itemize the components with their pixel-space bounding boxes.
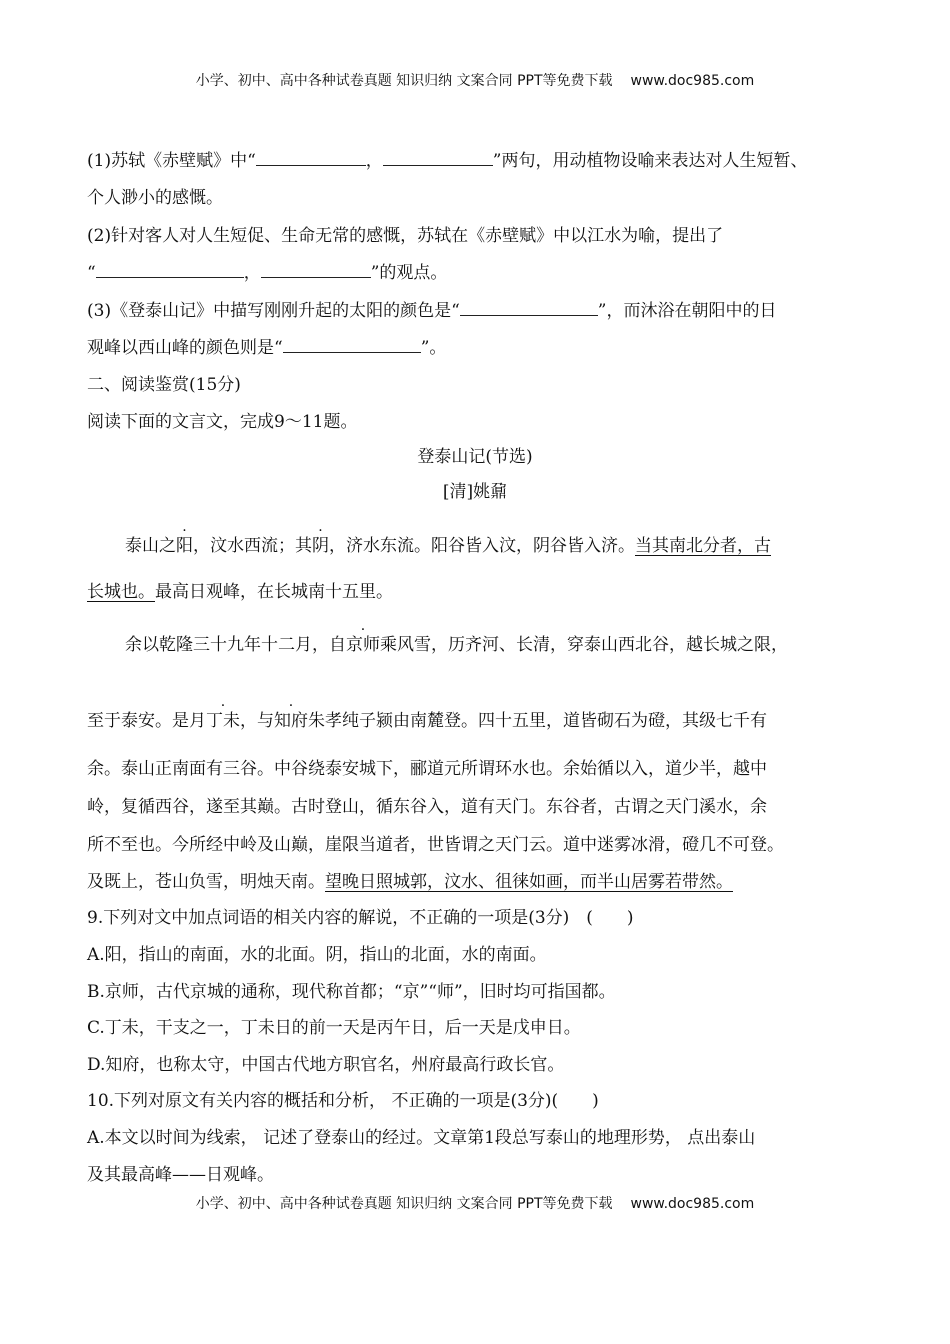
q9-option-c: C.丁未，干支之一，丁未日的前一天是丙午日，后一天是戊申日。 <box>87 1018 581 1038</box>
page-header <box>0 70 950 90</box>
dotted-word: 京师 <box>346 635 380 655</box>
q9-stem: 9.下列对文中加点词语的相关内容的解说，不正确的一项是(3分) ( ) <box>87 908 634 928</box>
passage-para2-line5: 所不至也。今所经中岭及山巅，崖限当道者，世皆谓之天门云。道中迷雾冰滑，磴几不可登。 <box>87 835 784 855</box>
footer-url[interactable]: www.doc985.com <box>630 1196 755 1212</box>
header-url[interactable]: www.doc985.com <box>630 73 755 89</box>
passage-para1-line2: 长城也。最高日观峰，在长城南十五里。 <box>87 582 393 602</box>
q8-line-2: 个人渺小的感慨。 <box>87 188 223 208</box>
underlined-sentence: 当其南北分者，古 <box>635 536 771 556</box>
passage-para2-line6: 及既上，苍山负雪，明烛天南。望晚日照城郭，汶水、徂徕如画，而半山居雾若带然。 <box>87 872 733 892</box>
passage-para2-line2: 至于泰安。是月丁未，与知府朱孝纯子颍由南麓登。四十五里，道皆砌石为磴，其级七千有 <box>87 711 767 731</box>
blank <box>256 151 366 166</box>
q8-line-5: (3)《登泰山记》中描写刚刚升起的太阳的颜色是“ ”，而沐浴在朝阳中的日 <box>87 301 777 321</box>
passage-para2-line1: 余以乾隆三十九年十二月，自京师乘风雪，历齐河、长清，穿泰山西北谷，越长城之限， <box>125 635 788 655</box>
q9-option-d: D.知府，也称太守，中国古代地方职官名，州府最高行政长官。 <box>87 1055 565 1075</box>
header-text: 小学、初中、高中各种试卷真题 知识归纳 文案合同 PPT等免费下载 <box>195 73 613 89</box>
dotted-word: 知府 <box>274 711 308 731</box>
q9-option-b: B.京师，古代京城的通称，现代称首都；“京”“师”，旧时均可指国都。 <box>87 982 616 1002</box>
blank <box>283 338 421 353</box>
blank <box>460 301 598 316</box>
q8-line-3: (2)针对客人对人生短促、生命无常的感慨，苏轼在《赤壁赋》中以江水为喻，提出了 <box>87 226 724 246</box>
q9-option-a: A.阳，指山的南面，水的北面。阴，指山的北面，水的南面。 <box>87 945 547 965</box>
q8-line-6: 观峰以西山峰的颜色则是“ ”。 <box>87 338 447 358</box>
underlined-sentence: 长城也。 <box>87 582 155 602</box>
passage-para1-line1: 泰山之阳，汶水西流；其阴，济水东流。阳谷皆入汶，阴谷皆入济。当其南北分者，古 <box>125 536 771 556</box>
blank <box>96 263 244 278</box>
dotted-word: 阳 <box>176 536 193 556</box>
page-footer <box>0 1193 950 1213</box>
underlined-sentence: 望晚日照城郭，汶水、徂徕如画，而半山居雾若带然。 <box>325 872 733 892</box>
q8-line-4: “ ， ”的观点。 <box>87 263 448 283</box>
dotted-word: 丁未 <box>206 711 240 731</box>
q10-option-a-line2: 及其最高峰——日观峰。 <box>87 1165 274 1185</box>
q10-stem: 10.下列对原文有关内容的概括和分析， 不正确的一项是(3分)( ) <box>87 1091 599 1111</box>
passage-para2-line3: 余。泰山正南面有三谷。中谷绕泰安城下，郦道元所谓环水也。余始循以入，道少半，越中 <box>87 759 767 779</box>
section-title: 二、阅读鉴赏(15分) <box>87 375 241 395</box>
blank <box>261 263 371 278</box>
q10-option-a-line1: A.本文以时间为线索， 记述了登泰山的经过。文章第1段总写泰山的地理形势， 点出泰山 <box>87 1128 756 1148</box>
passage-title: 登泰山记(节选) <box>417 447 533 467</box>
blank <box>383 151 493 166</box>
passage-author: [清]姚鼐 <box>442 482 508 502</box>
section-intro: 阅读下面的文言文，完成9～11题。 <box>87 412 358 432</box>
passage-para2-line4: 岭，复循西谷，遂至其巅。古时登山，循东谷入，道有天门。东谷者，古谓之天门溪水，余 <box>87 797 767 817</box>
dotted-word: 阴 <box>312 536 329 556</box>
q8-line-1: (1)苏轼《赤壁赋》中“ ， ”两句，用动植物设喻来表达对人生短暂、 <box>87 151 808 171</box>
footer-text: 小学、初中、高中各种试卷真题 知识归纳 文案合同 PPT等免费下载 <box>195 1196 613 1212</box>
